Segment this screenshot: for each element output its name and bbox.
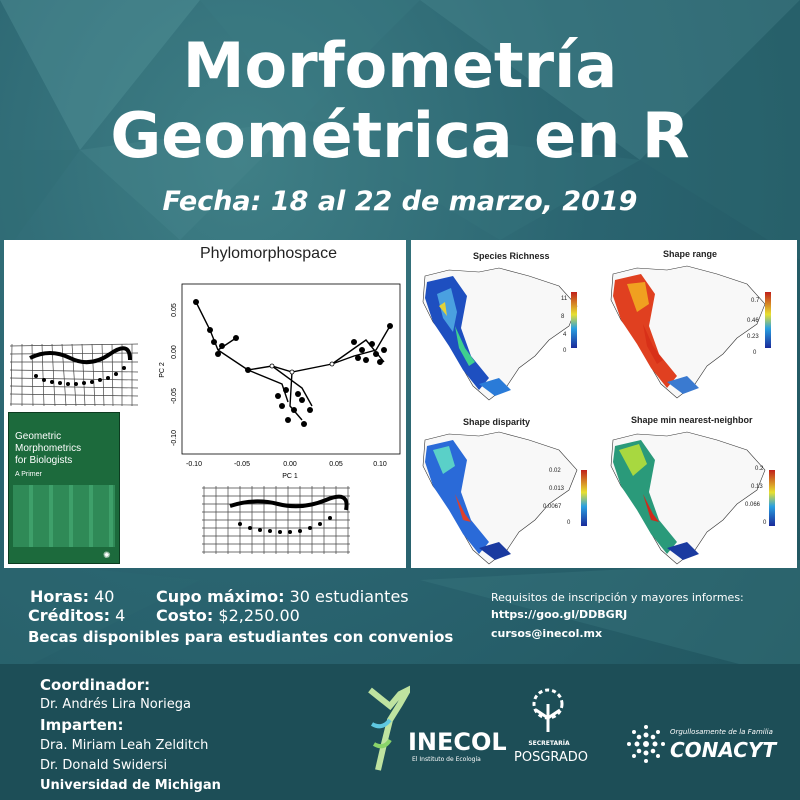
map-title-2: Shape range [663, 249, 718, 259]
map1-tick-3: 4 [563, 332, 567, 338]
scatter-points [193, 299, 393, 427]
conacyt-dots-icon [626, 724, 666, 764]
map4-tick-2: 0.13 [751, 484, 763, 490]
creditos-value: 4 [115, 606, 126, 625]
y-tick-3: -0.05 [171, 388, 178, 404]
map-shape-min-nearest-neighbor [607, 430, 789, 566]
coordinador-label: Coordinador: [40, 676, 151, 694]
book-subtitle: A Primer [15, 471, 42, 478]
course-date: Fecha: 18 al 22 de marzo, 2019 [162, 186, 638, 217]
becas-text: Becas disponibles para estudiantes con convenios [28, 628, 454, 646]
footer [0, 664, 800, 800]
y-tick-2: 0.00 [171, 345, 178, 359]
phylomorphospace-plot [152, 280, 404, 480]
deformation-grid-left [8, 342, 140, 408]
map3-tick-1: 0.02 [549, 468, 561, 474]
book-title-1: Geometric [15, 431, 62, 442]
map4-tick-4: 0 [763, 520, 767, 526]
creditos-label: Créditos: [28, 606, 110, 625]
plot-title: Phylomorphospace [200, 245, 337, 262]
map-shape-range [607, 264, 789, 404]
imparten-label: Imparten: [40, 716, 124, 734]
x-tick-3: 0.00 [283, 461, 297, 468]
map2-tick-4: 0 [753, 350, 757, 356]
registration-link[interactable]: https://goo.gl/DDBGRJ [491, 608, 628, 621]
colorbar-3 [581, 470, 587, 526]
book-title-3: for Biologists [15, 455, 73, 466]
map1-tick-4: 0 [563, 348, 567, 354]
colorbar-1 [571, 292, 577, 348]
y-tick-4: -0.10 [171, 430, 178, 446]
x-axis-label: PC 1 [282, 473, 298, 480]
horas-label: Horas: [30, 587, 89, 606]
colorbar-2 [765, 292, 771, 348]
colorbar-4 [769, 470, 775, 526]
x-tick-5: 0.10 [373, 461, 387, 468]
horas-value: 40 [94, 587, 115, 606]
map1-tick-1: 11 [561, 296, 568, 302]
map1-tick-2: 8 [561, 314, 565, 320]
instructor-2: Dr. Donald Swidersi [40, 758, 168, 773]
cupo-value: 30 estudiantes [289, 587, 409, 606]
contact-email-link[interactable]: cursos@inecol.mx [491, 627, 603, 640]
cupo-row [156, 587, 409, 606]
map-title-4: Shape min nearest-neighbor [631, 415, 753, 425]
map4-tick-3: 0.066 [745, 502, 761, 508]
creditos-row [28, 606, 125, 625]
costo-row [156, 606, 300, 625]
posgrado-tree-icon [522, 688, 574, 734]
posgrado-text: POSGRADO [514, 750, 589, 765]
x-tick-1: -0.10 [186, 461, 202, 468]
map-title-3: Shape disparity [463, 417, 531, 427]
inecol-hummingbird-icon [360, 684, 410, 776]
map3-tick-4: 0 [567, 520, 571, 526]
costo-label: Costo: [156, 606, 214, 625]
title-line-1: Morfometría [182, 29, 618, 102]
conacyt-tagline: Orgullosamente de la Familia [670, 728, 773, 736]
maps-panel [411, 240, 797, 568]
map-shape-disparity [419, 430, 595, 566]
y-tick-1: 0.05 [171, 303, 178, 317]
book-illustration [13, 485, 115, 547]
x-tick-2: -0.05 [234, 461, 250, 468]
x-tick-4: 0.05 [329, 461, 343, 468]
map2-tick-2: 0.46 [747, 318, 759, 324]
conacyt-wordmark: CONACYT [670, 738, 777, 762]
map-title-1: Species Richness [473, 251, 550, 261]
university-name: Universidad de Michigan [40, 778, 221, 793]
secretaria-text: SECRETARÍA [528, 740, 570, 747]
cupo-label: Cupo máximo: [156, 587, 285, 606]
y-axis-label: PC 2 [159, 362, 166, 378]
coordinador-name: Dr. Andrés Lira Noriega [40, 697, 191, 712]
book-cover [8, 412, 120, 564]
map3-tick-3: 0.0067 [543, 504, 562, 510]
instructor-1: Dra. Miriam Leah Zelditch [40, 738, 209, 753]
inecol-wordmark: INECOL [408, 728, 507, 756]
phylomorphospace-panel [4, 240, 406, 568]
book-title-2: Morphometrics [15, 443, 82, 454]
deformation-grid-bottom [200, 484, 352, 556]
map2-tick-1: 0.7 [751, 298, 760, 304]
map3-tick-2: 0.013 [549, 486, 565, 492]
map2-tick-3: 0.23 [747, 334, 759, 340]
costo-value: $2,250.00 [218, 606, 300, 625]
map4-tick-1: 0.2 [755, 466, 764, 472]
inecol-subtitle: El Instituto de Ecología [412, 756, 481, 763]
horas-row [30, 587, 114, 606]
title-line-2: Geométrica en R [110, 99, 690, 172]
requisitos-text: Requisitos de inscripción y mayores informes: [491, 591, 744, 604]
publisher-logo-icon: ✺ [103, 551, 111, 561]
map-species-richness [419, 266, 595, 406]
